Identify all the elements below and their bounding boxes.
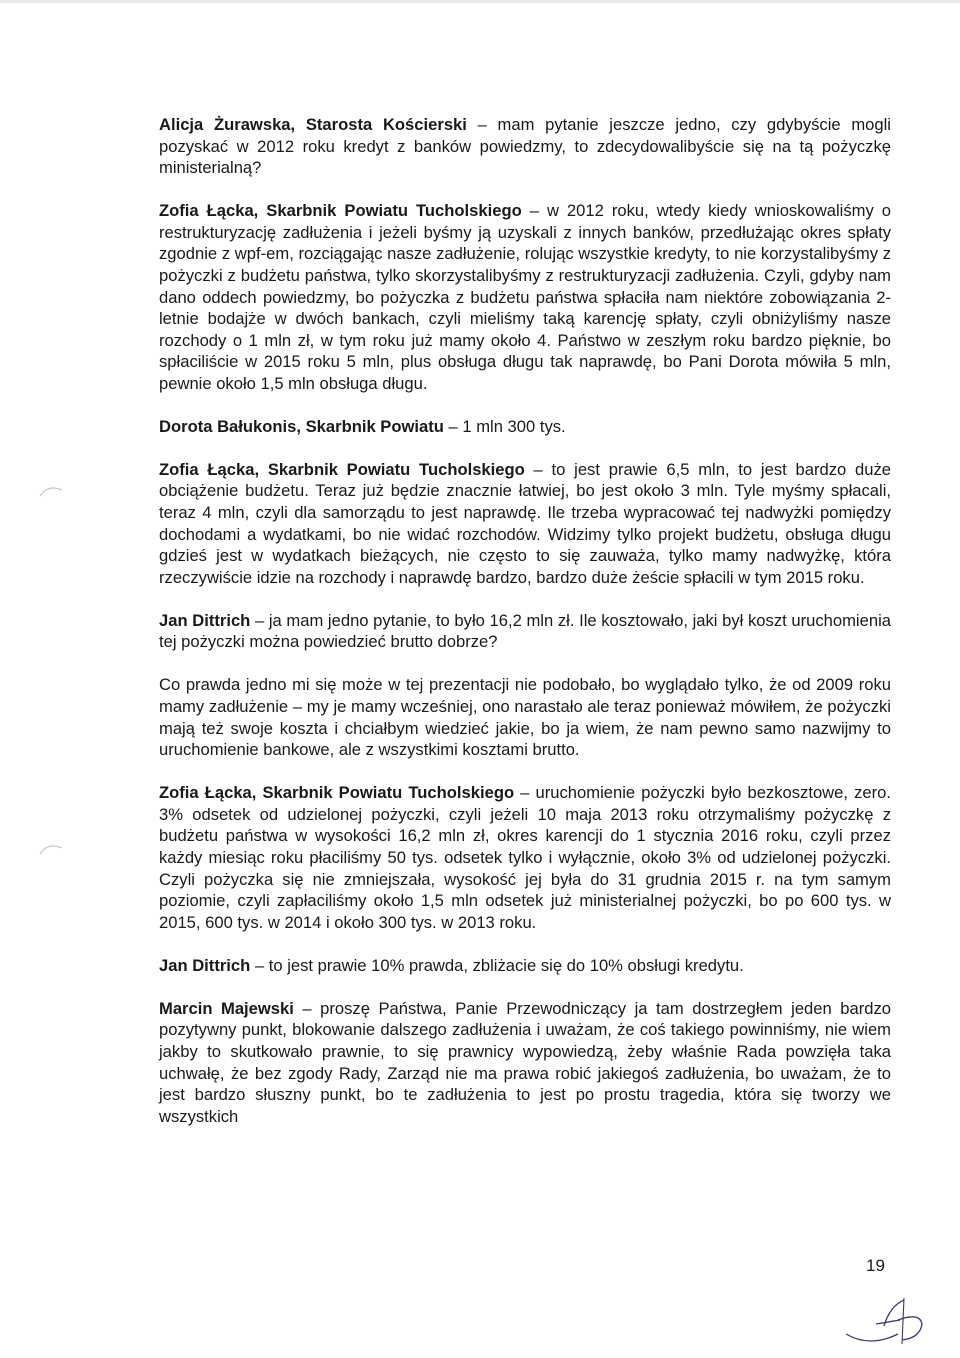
paragraph-4	[159, 459, 891, 589]
paragraph-text: – ja mam jedno pytanie, to było 16,2 mln zł. Ile kosztowało, jaki był koszt uruchomienia tej pożyczki można powiedzieć brutto dobrze?	[159, 610, 891, 652]
paragraph-text: – uruchomienie pożyczki było bezkosztowe, zero. 3% odsetek od udzielonej pożyczki, czyli jeżeli 10 maja 2013 roku otrzymaliśmy pożyczkę z budżetu państwa w wysokości 16,2 mln zł, okres karencji do 1 stycznia 2016 roku, czyli przez każdy miesiąc roku płaciliśmy 50 tys. odsetek tylko i wyłącznie, około 3% od udzielonej pożyczki. Czyli pożyczka się nie zmniejszała, wysokość jej była do 31 grudnia 2015 r. na tym samym poziomie, czyli zapłaciliśmy około 1,5 mln odsetek już ministerialnej pożyczki, bo po 600 tys. w 2015, 600 tys. w 2014 i około 300 tys. w 2013 roku.	[159, 783, 891, 932]
paragraph-text: – w 2012 roku, wtedy kiedy wnioskowaliśmy o restrukturyzację zadłużenia i jeżeli byśmy ją uzyskali z innych banków, przedłużając okres spłaty zgodnie z wpf-em, rozciągając nasze zadłużenie, rolując wszystkie kredyty, to nie korzystalibyśmy z pożyczki z budżetu państwa, tylko skorzystalibyśmy z restrukturyzacji zadłużenia. Czyli, gdyby nam dano oddech powiedzmy, bo pożyczka z budżetu państwa spłaciła nam niektóre zobowiązania 2-letnie bodajże w dwóch bankach, czyli mieliśmy taką karencję spłaty, czyli obniżyliśmy nasze rozchody o 1 mln zł, w tym roku już mamy około 4. Państwo w zeszłym roku bardzo pięknie, bo spłaciliście w 2015 roku 5 mln, plus obsługa długu tak naprawdę, bo Pani Dorota mówiła 5 mln, pewnie około 1,5 mln obsługa długu.	[159, 201, 891, 393]
margin-hole-mark-icon	[36, 838, 66, 858]
margin-hole-mark-icon	[36, 480, 66, 500]
scan-edge	[0, 0, 960, 3]
speaker-name: Dorota Bałukonis, Skarbnik Powiatu	[159, 416, 444, 436]
paragraph-8	[159, 955, 891, 977]
paragraph-7	[159, 782, 891, 933]
transcript-body	[159, 114, 891, 1149]
speaker-name: Jan Dittrich	[159, 610, 251, 630]
speaker-name: Marcin Majewski	[159, 998, 294, 1018]
paragraph-5	[159, 610, 891, 653]
paragraph-text: Co prawda jedno mi się może w tej prezentacji nie podobało, bo wyglądało tylko, że od 2009 roku mamy zadłużenie – my je mamy wcześniej, ono narastało ale teraz ponieważ mówiłem, że pożyczki mają też swoje koszta i chciałbym wiedzieć jakie, bo ja wiem, że nam pewno samo nazwijmy to uruchomienie bankowe, ale z wszystkimi kosztami brutto.	[159, 675, 891, 760]
paragraph-text: – to jest prawie 10% prawda, zbliżacie się do 10% obsługi kredytu.	[250, 955, 744, 975]
paragraph-text: – 1 mln 300 tys.	[443, 416, 566, 436]
page-number: 19	[866, 1256, 885, 1275]
speaker-name: Jan Dittrich	[159, 955, 251, 975]
speaker-name: Zofia Łącka, Skarbnik Powiatu Tucholskiego	[159, 783, 515, 803]
speaker-name: Alicja Żurawska, Starosta Kościerski	[159, 115, 467, 134]
signature-initials-icon	[840, 1290, 940, 1350]
paragraph-6	[159, 674, 891, 760]
paragraph-2	[159, 200, 891, 394]
paragraph-text: – proszę Państwa, Panie Przewodniczący ja tam dostrzegłem jeden bardzo pozytywny punkt, blokowanie dalszego zadłużenia i uważam, że coś takiego powinniśmy, nie wiem jakby to skutkowało prawnie, to się prawnicy wypowiedzą, żeby właśnie Rada powzięła taka uchwałę, że bez zgody Rady, Zarząd nie ma prawa robić jakiegoś zadłużenia, bo uważam, że to jest bardzo słuszny punkt, bo te zadłużenia to jest po prostu tragedia, która się tworzy we wszystkich	[159, 998, 891, 1126]
paragraph-3	[159, 416, 891, 438]
paragraph-1	[159, 114, 891, 179]
paragraph-text: – mam pytanie jeszcze jedno, czy gdybyście mogli pozyskać w 2012 roku kredyt z banków powiedzmy, to zdecydowalibyście się na tą pożyczkę ministerialną?	[159, 115, 891, 178]
speaker-name: Zofia Łącka, Skarbnik Powiatu Tucholskiego	[159, 201, 522, 221]
speaker-name: Zofia Łącka, Skarbnik Powiatu Tucholskiego	[159, 459, 525, 479]
paragraph-9	[159, 998, 891, 1128]
paragraph-text: – to jest prawie 6,5 mln, to jest bardzo duże obciążenie budżetu. Teraz już będzie znacznie łatwiej, bo jest około 3 mln. Tyle myśmy spłacali, teraz 4 mln, czyli dla samorządu to jest naprawdę. Ile trzeba wypracować tej nadwyżki pomiędzy dochodami a wydatkami, bo nie widać rozchodów. Widzimy tylko projekt budżetu, obsługa długu gdzieś jest w wydatkach bieżących, nie często to się zauważa, tylko mamy nadwyżkę, która rzeczywiście idzie na rozchody i naprawdę bardzo, bardzo duże żeście spłacili w tym 2015 roku.	[159, 459, 891, 587]
